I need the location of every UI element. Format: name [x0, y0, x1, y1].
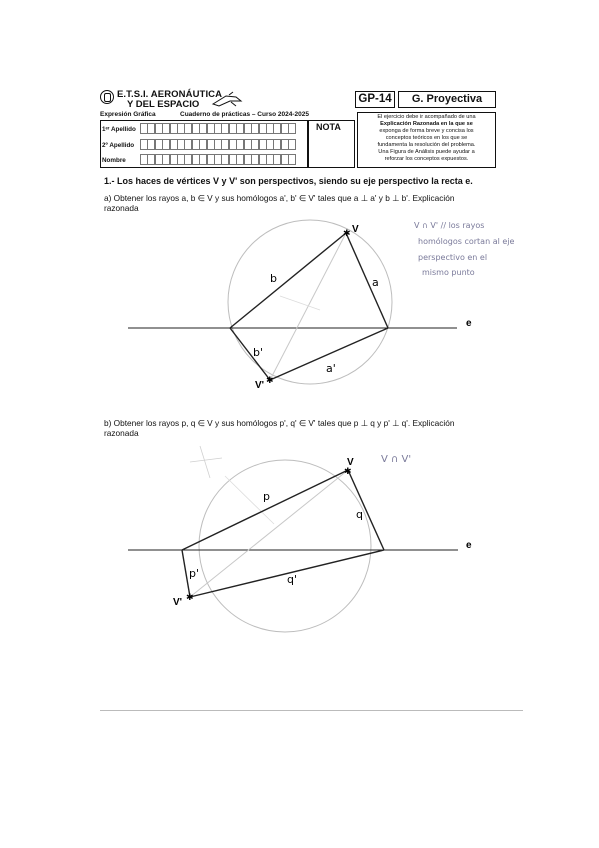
label-q-prime: q': [287, 573, 298, 586]
grade-label: NOTA: [316, 122, 341, 132]
label-vp-b: V': [173, 597, 183, 608]
handwritten-line: V ∩ V' // los rayos: [414, 221, 485, 230]
field-label-nombre: Nombre: [102, 157, 126, 164]
school-name-2: Y DEL ESPACIO: [127, 99, 200, 110]
instructions-line: Explicación Razonada en la que se: [380, 121, 473, 127]
label-b-prime: b': [253, 346, 264, 359]
exercise-code: GP-14: [355, 91, 395, 108]
part-b-statement: b) Obtener los rayos p, q ∈ V y sus homólogos p', q' ∈ V' tales que p ⊥ q y p' ⊥ q'. Explicación: [104, 418, 455, 428]
subject-label: Expresión Gráfica: [100, 111, 156, 118]
bottom-rule: [100, 710, 523, 711]
instructions-line: exponga de forma breve y concisa los: [379, 128, 474, 134]
aux-mark-b2: [190, 458, 222, 462]
label-v-a: V: [352, 224, 359, 235]
label-e-a: e: [466, 318, 472, 329]
label-v-b: V: [347, 457, 354, 468]
notebook-label: Cuaderno de prácticas – Curso 2024-2025: [180, 111, 309, 118]
label-q: q: [356, 508, 363, 521]
label-p-prime: p': [189, 567, 200, 580]
label-vp-a: V': [255, 380, 265, 391]
label-e-b: e: [466, 540, 472, 551]
field-label-apellido1: 1ᵉʳ Apellido: [102, 126, 136, 133]
label-a: a: [372, 276, 379, 289]
part-a-statement-2: razonada: [104, 203, 139, 213]
label-p: p: [263, 490, 270, 503]
vertex-v-mark-b: ✱: [344, 466, 352, 476]
vertex-vp-mark-a: ✱: [266, 375, 274, 385]
instructions-line: El ejercicio debe ir acompañado de una: [377, 114, 476, 120]
vertex-vp-mark-b: ✱: [186, 592, 194, 602]
ray-q: [348, 470, 384, 550]
part-b-statement-2: razonada: [104, 428, 139, 438]
instructions-line: reforzar los conceptos expuestos.: [384, 156, 469, 162]
aux-mark-b: [200, 446, 210, 478]
instructions-line: fundamenta la resolución del problema.: [377, 142, 476, 148]
handwritten-line: mismo punto: [422, 268, 475, 277]
vertex-v-mark-a: ✱: [343, 228, 351, 238]
label-a-prime: a': [326, 362, 336, 375]
field-label-apellido2: 2º Apellido: [102, 142, 135, 149]
label-b: b: [270, 272, 277, 285]
handwritten-note-b: V ∩ V': [381, 454, 412, 465]
circle-b: [199, 460, 371, 632]
handwritten-line: perspectivo en el: [418, 253, 488, 262]
instructions-line: conceptos teóricos en los que se: [385, 135, 468, 141]
part-a-statement: a) Obtener los rayos a, b ∈ V y sus homólogos a', b' ∈ V' tales que a ⊥ a' y b ⊥ b'. Explicación: [104, 193, 455, 203]
instructions-line: Una Figura de Análisis puede ayudar a: [378, 149, 475, 155]
topic-title: G. Proyectiva: [398, 91, 496, 108]
handwritten-line: homólogos cortan al eje: [418, 237, 515, 246]
problem-title: 1.- Los haces de vértices V y V' son perspectivos, siendo su eje perspectivo la recta e.: [104, 176, 473, 186]
school-name: E.T.S.I. AERONÁUTICA: [117, 89, 223, 100]
